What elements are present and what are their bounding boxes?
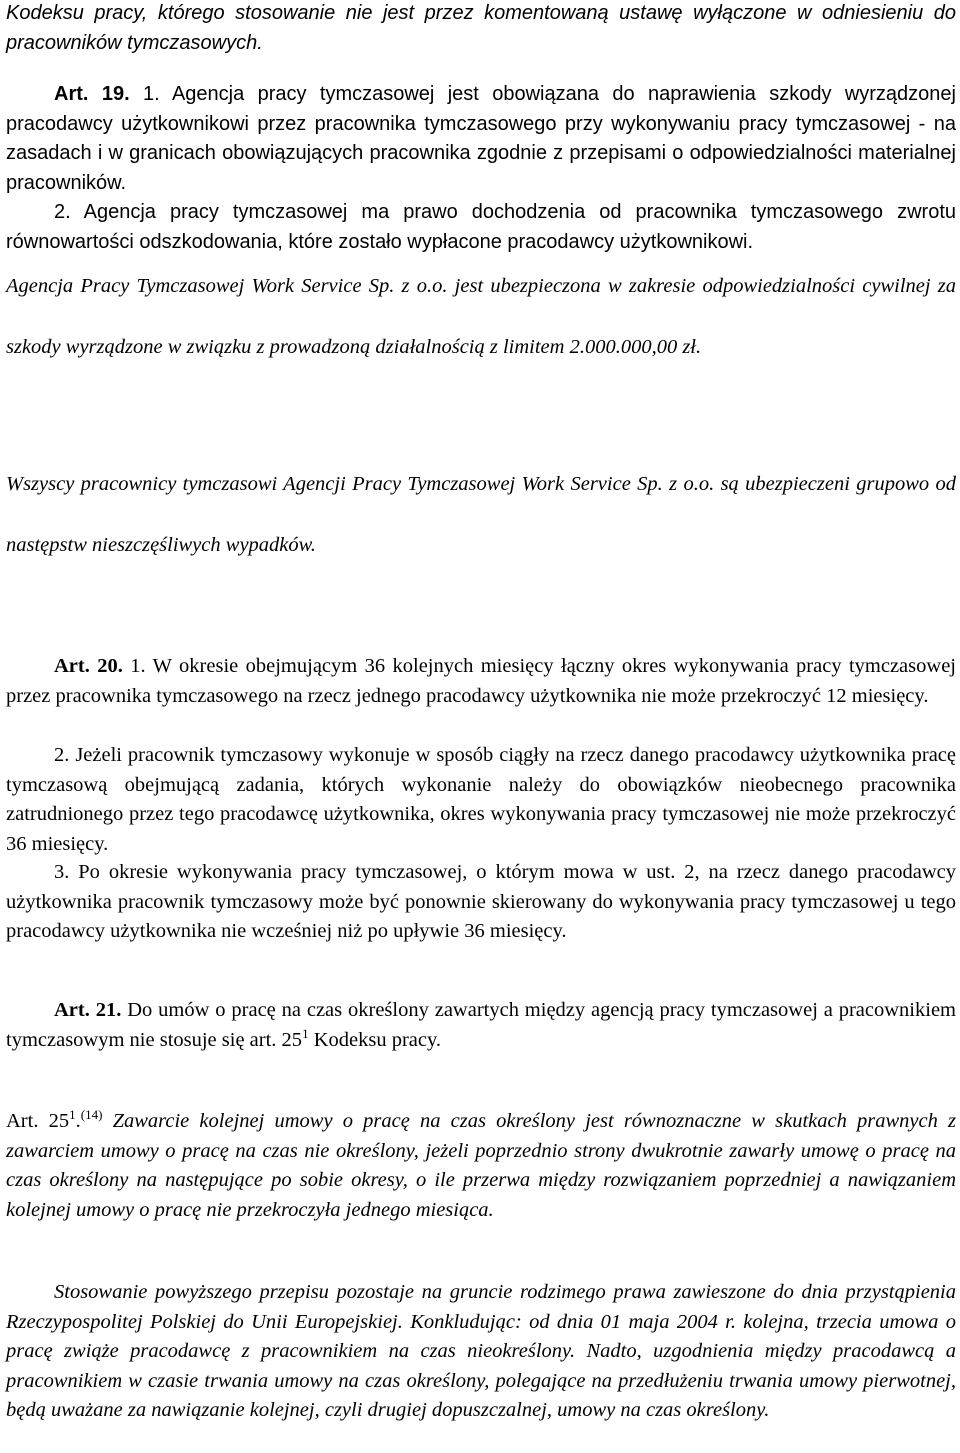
art21-text: Do umów o pracę na czas określony zawartych między agencją pracy tymczasowej a pracownikiem tymczasowym nie stosuje się art. 25 [6,999,956,1051]
accident-insurance-note: Wszyscy pracownicy tymczasowi Agencji Pracy Tymczasowej Work Service Sp. z o.o. są ubezpieczeni grupowo od następstw nieszczęśliwych wypadków. [6,473,956,556]
art20-label: Art. 20. [54,655,123,677]
intro-paragraph: Kodeksu pracy, którego stosowanie nie jest przez komentowaną ustawę wyłączone w odniesieniu do pracowników tymczasowych. [6,2,956,54]
art19-label: Art. 19. [54,83,130,105]
art19-paragraph-1 [6,80,956,198]
art25-footnote-ref: (14) [80,1107,103,1122]
art19-paragraph-2: 2. Agencja pracy tymczasowej ma prawo dochodzenia od pracownika tymczasowego zwrotu równowartości odszkodowania, które zostało wypłacone pracodawcy użytkownikowi. [6,201,956,253]
art25-text: Zawarcie kolejnej umowy o pracę na czas określony jest równoznaczne w skutkach prawnych z zawarciem umowy o pracę na czas nie określony, jeżeli poprzednio strony dwukrotnie zawarły umowę o pracę na czas określony na następujące po sobie okresy, o ile przerwa między rozwiązaniem poprzedniej a nawiązaniem kolejnej umowy o pracę nie przekroczyła jednego miesiąca. [6,1110,957,1221]
commentary-paragraph: Stosowanie powyższego przepisu pozostaje na gruncie rodzimego prawa zawieszone do dnia przystąpienia Rzeczypospolitej Polskiej do Unii Europejskiej. Konkludując: od dnia 01 maja 2004 r. kolejna, trzecia umowa o pracę zwiąże pracodawcę z pracownikiem na czas nieokreślony. Nadto, uzgodnienia między pracodawcą a pracownikiem w czasie trwania umowy na czas określony, polegające na przedłużeniu trwania umowy pierwotnej, będą uważane za nawiązanie kolejnej, czyli drugiej dopuszczalnej, umowy na czas określony. [6,1281,956,1421]
liability-insurance-note: Agencja Pracy Tymczasowej Work Service Sp. z o.o. jest ubezpieczona w zakresie odpowiedzialności cywilnej za szkody wyrządzone w związku z prowadzoną działalnością z limitem 2.000.000,00 zł. [6,275,956,358]
art20-p1-text: 1. W okresie obejmującym 36 kolejnych miesięcy łączny okres wykonywania pracy tymczasowej przez pracownika tymczasowego na rzecz jednego pracodawcy użytkownika nie może przekroczyć 12 miesięcy. [6,655,956,707]
art25-label: Art. 25 [6,1110,70,1132]
art20-paragraph-1 [6,652,956,711]
art21-tail: Kodeksu pracy. [308,1028,442,1051]
art20-paragraph-2: 2. Jeżeli pracownik tymczasowy wykonuje w sposób ciągły na rzecz danego pracodawcy użytkownika pracę tymczasową obejmującą zadania, których wykonanie należy do obowiązków nieobecnego pracownika zatrudnionego przez tego pracodawcę użytkownika, okres wykonywania pracy tymczasowej nie może przekroczyć 36 miesięcy. [6,744,956,855]
art19-p1-text: 1. Agencja pracy tymczasowej jest obowiązana do naprawienia szkody wyrządzonej pracodawcy użytkownikowi przez pracownika tymczasowego przy wykonywaniu pracy tymczasowej - na zasadach i w granicach obowiązujących pracownika zgodnie z przepisami o odpowiedzialności materialnej pracowników. [6,83,956,194]
art21-superscript: 1 [302,1025,309,1041]
art25-superscript: 1 [69,1107,76,1122]
art20-paragraph-3: 3. Po okresie wykonywania pracy tymczasowej, o którym mowa w ust. 2, na rzecz danego pracodawcy użytkownika pracownik tymczasowy może być ponownie skierowany do wykonywania pracy tymczasowej u tego pracodawcy użytkownika nie wcześniej niż po upływie 36 miesięcy. [6,861,956,942]
art25-paragraph [6,1107,956,1225]
art21-label: Art. 21. [54,999,122,1021]
art25-dot: . [75,1110,81,1132]
art21-paragraph [6,996,956,1055]
